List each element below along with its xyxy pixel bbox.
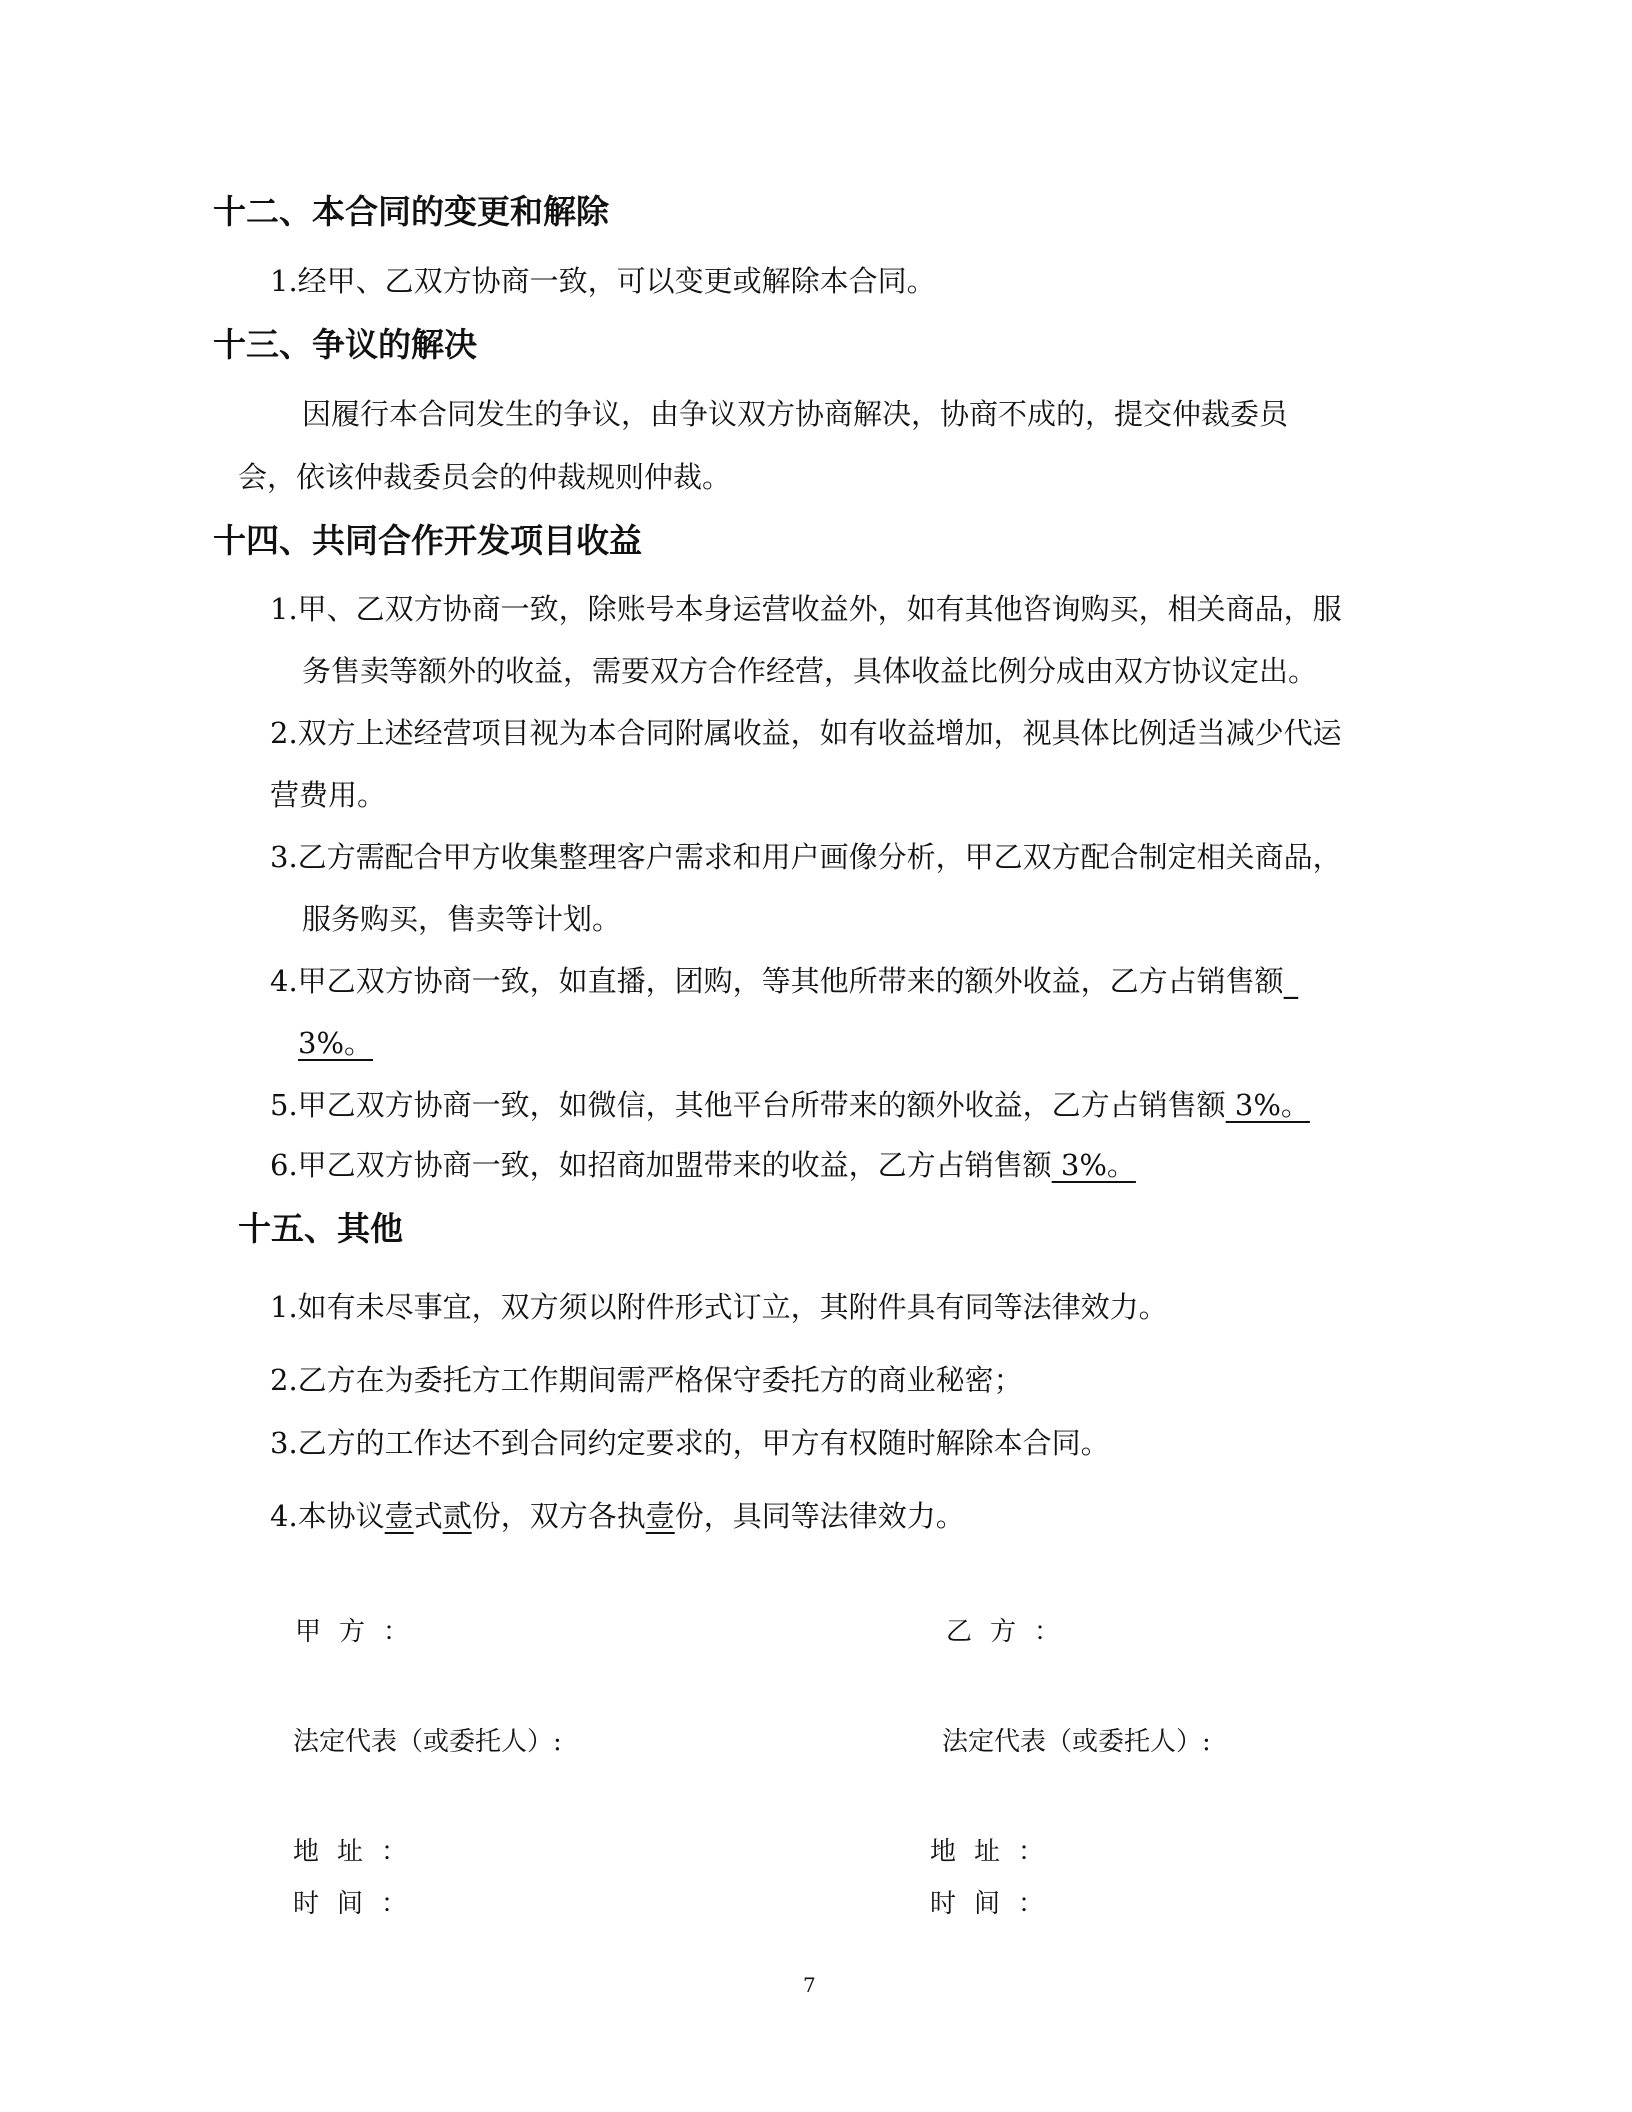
section-12-item-1: 1.经甲、乙双方协商一致，可以变更或解除本合同。 [270,264,936,298]
party-b-time: 时间： [930,1889,1063,1919]
section-14-item-4-underline: _ [1283,964,1299,998]
section-14-item-6-text: 6.甲乙双方协商一致，如招商加盟带来的收益，乙方占销售额 [270,1148,1052,1182]
section-14-item-6 [270,1143,1136,1184]
section-14-item-1-line1: 1.甲、乙双方协商一致，除账号本身运营收益外，如有其他咨询购买，相关商品，服 [270,592,1342,626]
section-15-heading: 十五、其他 [238,1209,403,1248]
section-15-item-1: 1.如有未尽事宜，双方须以附件形式订立，其附件具有同等法律效力。 [270,1290,1168,1324]
item-4-mid1: 式 [413,1499,443,1533]
party-b-representative: 法定代表（或委托人）: [942,1727,1211,1757]
item-4-copies-c: 壹 [645,1499,675,1533]
party-b-label: 乙方： [946,1617,1079,1647]
section-14-heading: 十四、共同合作开发项目收益 [213,521,642,560]
section-13-paragraph-line2: 会，依该仲裁委员会的仲裁规则仲裁。 [238,460,732,494]
party-a-label: 甲方： [295,1617,428,1647]
section-14-item-4-line1 [270,959,1298,1000]
section-14-item-5-value: 3%。 [1225,1088,1310,1122]
section-13-paragraph-line1: 因履行本合同发生的争议，由争议双方协商解决，协商不成的，提交仲裁委员 [302,397,1289,431]
item-4-mid2: 份，双方各执 [471,1499,646,1533]
section-15-item-4 [270,1494,965,1535]
item-4-pre: 4.本协议 [270,1499,385,1533]
section-14-item-1-line2: 务售卖等额外的收益，需要双方合作经营，具体收益比例分成由双方协议定出。 [302,654,1318,688]
section-14-item-6-value: 3%。 [1051,1148,1136,1182]
section-14-item-3-line2: 服务购买，售卖等计划。 [302,902,622,936]
party-a-representative: 法定代表（或委托人）: [293,1727,562,1757]
party-b-address: 地址： [930,1837,1063,1867]
section-14-item-3-line1: 3.乙方需配合甲方收集整理客户需求和用户画像分析，甲乙双方配合制定相关商品， [270,840,1342,874]
section-15-item-2: 2.乙方在为委托方工作期间需严格保守委托方的商业秘密； [270,1363,1023,1397]
section-14-item-4-text: 4.甲乙双方协商一致，如直播，团购，等其他所带来的额外收益，乙方占销售额 [270,964,1284,998]
page-number: 7 [803,1973,816,1997]
section-14-item-2-line1: 2.双方上述经营项目视为本合同附属收益，如有收益增加，视具体比例适当减少代运 [270,716,1342,750]
section-15-item-3: 3.乙方的工作达不到合同约定要求的，甲方有权随时解除本合同。 [270,1426,1110,1460]
party-a-address: 地址： [293,1837,426,1867]
section-13-heading: 十三、争议的解决 [213,325,477,364]
section-14-item-2-line2: 营费用。 [270,778,387,812]
section-12-heading: 十二、本合同的变更和解除 [213,192,609,231]
item-4-copies-b: 贰 [442,1499,472,1533]
party-a-time: 时间： [293,1889,426,1919]
section-14-item-5 [270,1083,1310,1124]
section-14-item-5-text: 5.甲乙双方协商一致，如微信，其他平台所带来的额外收益，乙方占销售额 [270,1088,1226,1122]
item-4-post: 份，具同等法律效力。 [674,1499,965,1533]
item-4-copies-a: 壹 [384,1499,414,1533]
section-14-item-4-value: 3%。 [298,1026,374,1060]
